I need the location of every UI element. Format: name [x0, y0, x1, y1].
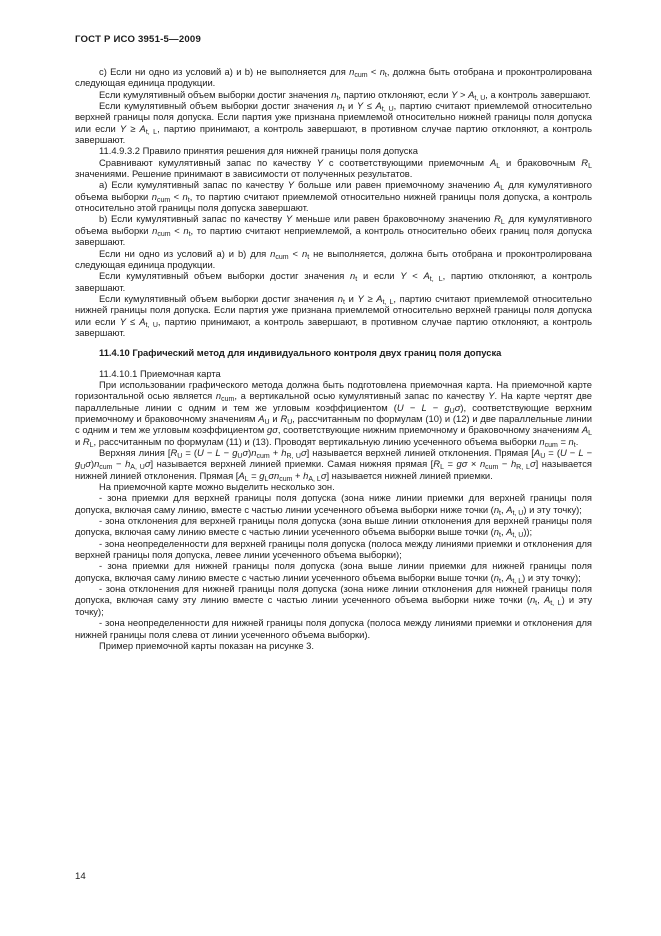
paragraph-zones-intro: На приемочной карте можно выделить несколько зон. [99, 481, 335, 493]
paragraph-chart-lines-formulas: Верхняя линия $[R_U = (U - L - g_U\sigma)n_{cum} + h_{R, U}\sigma]$ называется верхней линией отклонения. Прямая $[A_U = (U - L - g_U\sigma)n_{cum} - h_{A, U}\sigma]$ называется верхней линией приемки. Самая нижняя прямая $[R_L = g\sigma \times n_{cum} - h_{R, L}\sigma]$ называется нижней линией отклонения. Прямая $[A_L = g_L\sigma n_{cum} + h_{A, L}\sigma]$ называется нижней линией приемки. [75, 447, 593, 483]
running-header: ГОСТ Р ИСО 3951-5—2009 [75, 34, 201, 45]
paragraph-condition-c-lower: Если ни одно из условий a) и b) для $n_{cum} < n_t$ не выполняется, должна быть отобрана и проконтролирована следующая единица продукции. [75, 247, 592, 270]
paragraph-accept-truncation-upper: Если кумулятивный объем выборки достиг значения $n_t$ и $Y \le A_{t, U}$, партию считают приемлемой относительно верхней границы поля допуска. Если партия уже признана приемлемой относительно нижней границы поля допуска или если $Y \ge A_{t, L}$, партию принимают, а контроль завершают, в противном случае партию отклоняют, а контроль завершают. [75, 100, 593, 146]
list-item-zone-reject-upper: - зона отклонения для верхней границы поля допуска (зона выше линии отклонения для верхней границы поля допуска, включая саму линию вместе с частью линии усеченного объема выборки выше точки ($n_t$, $A_{t, U}$)); [75, 515, 592, 540]
paragraph-example-figure-ref: Пример приемочной карты показан на рисунке 3. [99, 639, 314, 651]
list-item-zone-reject-lower: - зона отклонения для нижней границы поля допуска (зона ниже линии отклонения для нижней границы поля допуска, включая саму эту линию вместе с частью линии усеченного объема выборки ниже точки ($n_t$, $A_{t, L}$) и эту точку); [75, 583, 593, 617]
paragraph-accept-truncation-lower: Если кумулятивный объем выборки достиг значения $n_t$ и $Y \ge A_{t, L}$, партию считают приемлемой относительно нижней границы поля допуска. Если партия уже признана приемлемой относительно верхней границы поля допуска или если $Y \le A_{t, U}$, партию принимают, а контроль завершают, в противном случае партию отклоняют, а контроль завершают. [75, 292, 592, 338]
list-item-zone-accept-lower: - зона приемки для нижней границы поля допуска (зона выше линии приемки для нижней границы поля допуска, включая саму линию вместе с частью линии усеченного объема выборки выше точки ($n_t$, $A_{t, L}$) и эту точку); [75, 560, 592, 585]
heading-11-4-10: 11.4.10 Графический метод для индивидуального контроля двух границ поля допуска [99, 347, 502, 359]
list-item-zone-accept-upper: - зона приемки для верхней границы поля допуска (зона ниже линии приемки для верхней границы поля допуска, включая саму линию, вместе с частью линии усеченного объема выборки ниже точки ($n_t$, $A_{t, U}$) и эту точку); [75, 492, 592, 517]
paragraph-condition-c-upper: c) Если ни одно из условий a) и b) не выполняется для $n_{cum} < n_t$, должна быть отобрана и проконтролирована следующая единица продукции. [75, 66, 593, 89]
paragraph-reject-truncation-upper: Если кумулятивный объем выборки достиг значения $n_t$, партию отклоняют, если $Y > A_{t, U}$, а контроль завершают. [99, 88, 591, 102]
list-item-zone-indecision-lower: - зона неопределенности для нижней границы поля допуска (полоса между линиями приемки и отклонения для нижней границы поля слева от линии усеченного объема выборки). [75, 617, 592, 640]
paragraph-condition-a-lower: a) Если кумулятивный запас по качеству Y больше или равен приемочному значению $A_L$ для кумулятивного объема выборки $n_{cum} < n_t$, то партию считают приемлемой относительно нижней границы поля допуска, а контроль относительно этой границы поля допуска завершают. [75, 179, 592, 214]
paragraph-reject-truncation-lower: Если кумулятивный объем выборки достиг значения $n_t$ и если $Y < A_{t, L}$, партию отклоняют, а контроль завершают. [75, 270, 592, 293]
heading-11-4-10-1: 11.4.10.1 Приемочная карта [99, 367, 221, 379]
paragraph-condition-b-lower: b) Если кумулятивный запас по качеству Y меньше или равен браковочному значению $R_L$ для кумулятивного объема выборки $n_{cum} < n_t$, то партию считают неприемлемой, а контроль относительно обеих границ поля допуска завершают. [75, 213, 592, 248]
document-body [75, 66, 592, 651]
paragraph-compare-values: Сравнивают кумулятивный запас по качеству Y с соответствующими приемочным $A_L$ и браковочным $R_L$ значениями. Решение принимают в зависимости от полученных результатов. [75, 156, 592, 180]
list-item-zone-indecision-upper: - зона неопределенности для верхней границы поля допуска (полоса между линиями приемки и отклонения для верхней границы поля допуска, левее линии усеченного объема выборки); [75, 537, 592, 561]
page-number: 14 [75, 871, 86, 882]
heading-11-4-9-3-2: 11.4.9.3.2 Правило принятия решения для нижней границы поля допуска [99, 145, 418, 157]
paragraph-acceptance-chart-intro: При использовании графического метода должна быть подготовлена приемочная карта. На приемочной карте горизонтальной осью является $n_{cum}$, а вертикальной осью кумулятивный запас по качеству Y. На карте чертят две параллельные линии с одним и тем же угловым коэффициентом $(U - L - g_U\sigma)$, соответствующие верхним приемочному и браковочному значениям $A_U$ и $R_U$, рассчитанным по формулам (10) и (12) и две параллельные линии с одним и тем же угловым коэффициентом gσ, соответствующие нижним приемочному и браковочному значениям $A_L$ и $R_L$, рассчитанным по формулам (11) и (13). Проводят вертикальную линию усеченного объема выборки $n_{cum} = n_t$. [75, 378, 592, 449]
